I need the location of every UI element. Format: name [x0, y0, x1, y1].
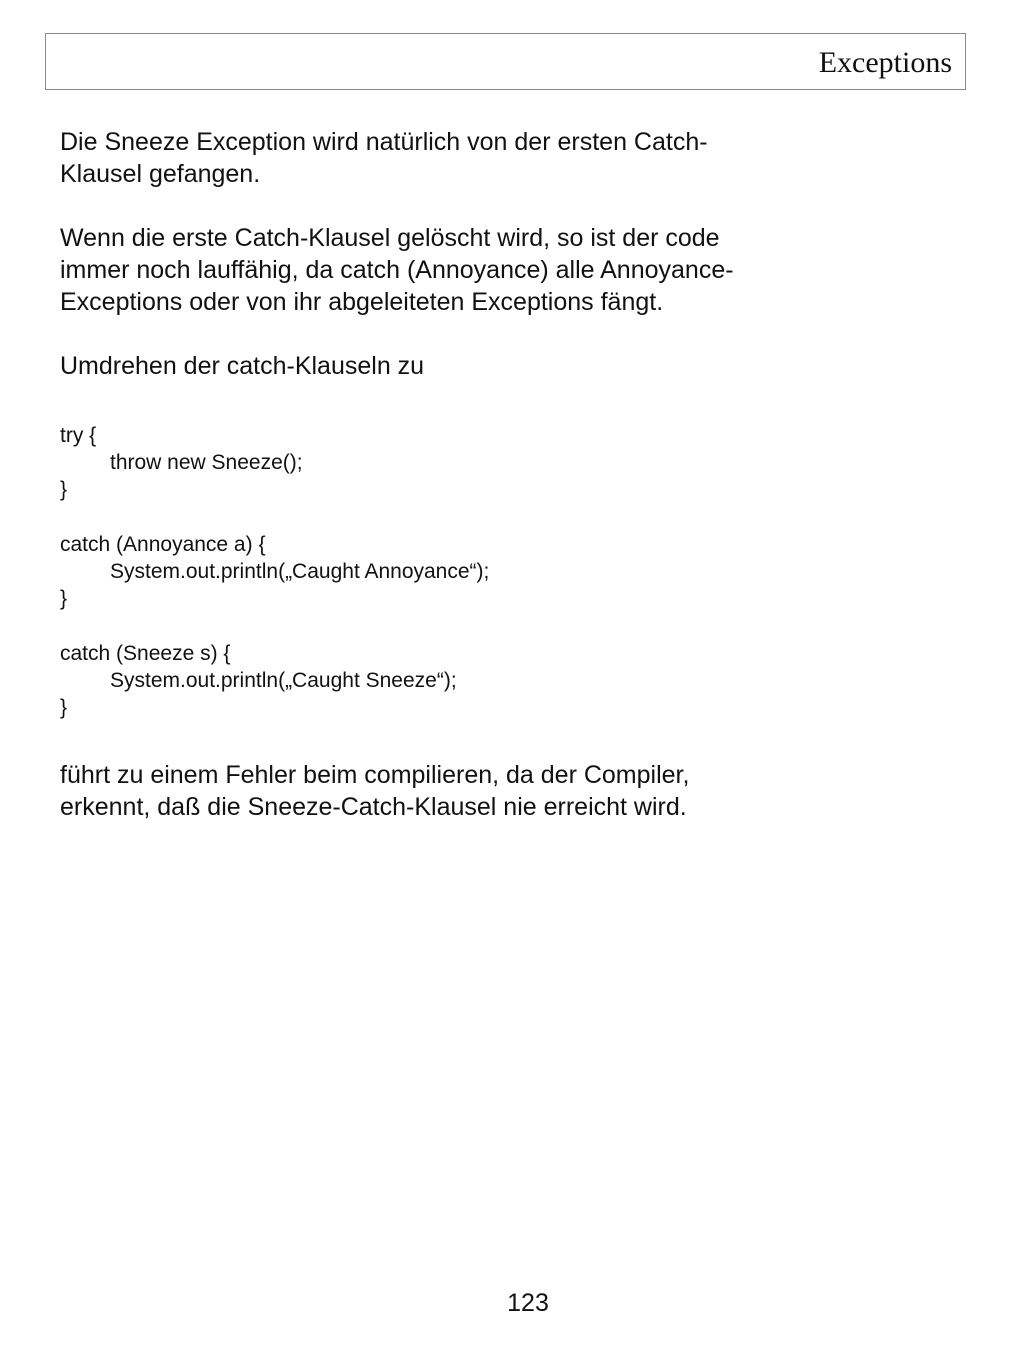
header-box: [45, 33, 966, 90]
paragraph-swap-heading: Umdrehen der catch-Klauseln zu: [60, 352, 425, 380]
code-line: throw new Sneeze();: [110, 451, 303, 475]
code-line: }: [60, 478, 68, 502]
code-line-blank: [60, 504, 960, 531]
code-line: try {: [60, 424, 97, 447]
code-line: catch (Annoyance a) {: [60, 532, 266, 556]
code-line: System.out.println(„Caught Sneeze“);: [110, 668, 457, 692]
page-title: Exceptions: [818, 46, 952, 79]
code-line: }: [60, 696, 68, 719]
code-line: System.out.println(„Caught Annoyance“);: [110, 560, 490, 583]
page-number: 123: [507, 1289, 549, 1317]
content-body: [60, 126, 960, 823]
paragraph-conclusion: führt zu einem Fehler beim compilieren, da der Compiler, erkennt, daß die Sneeze-Catch-Klausel nie erreicht wird.: [60, 761, 690, 822]
code-line: }: [60, 587, 68, 611]
paragraph-intro: Die Sneeze Exception wird natürlich von der ersten Catch- Klausel gefangen.: [60, 128, 708, 188]
code-line: catch (Sneeze s) {: [60, 641, 231, 665]
code-block: [60, 422, 960, 721]
paragraph-explanation: Wenn die erste Catch-Klausel gelöscht wird, so ist der code immer noch lauffähig, da catch (Annoyance) alle Annoyance- Exceptions oder von ihr abgeleiteten Exceptions fängt.: [60, 224, 734, 316]
code-line-blank: [60, 612, 960, 639]
